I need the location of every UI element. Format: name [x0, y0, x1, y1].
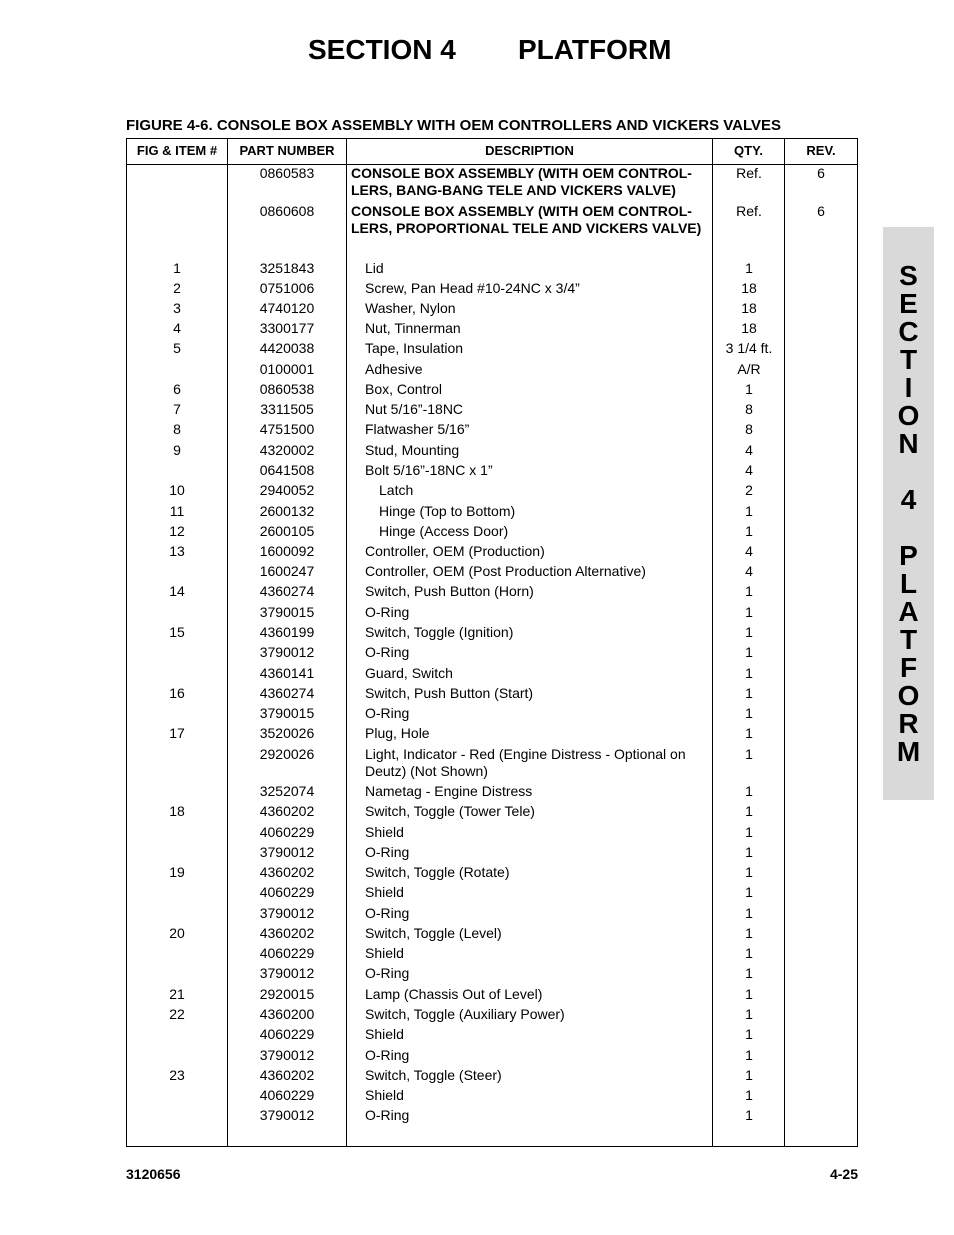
cell-description: [351, 523, 739, 540]
description-line: O-Ring: [365, 905, 410, 921]
cell-part-number: 2600132: [259, 503, 315, 519]
cell-item: 16: [169, 685, 185, 701]
cell-part-number: 4420038: [259, 340, 315, 356]
cell-qty: 1: [745, 905, 753, 921]
description-line: Shield: [365, 945, 404, 961]
cell-part-number: 4360274: [259, 583, 315, 599]
cell-part-number: 4360274: [259, 685, 315, 701]
cell-qty: 1: [745, 624, 753, 640]
side-tab-letter: F: [899, 652, 918, 683]
cell-item: 8: [173, 421, 181, 437]
cell-part-number: 3790015: [259, 705, 315, 721]
cell-part-number: 3300177: [259, 320, 315, 336]
description-line: Switch, Push Button (Horn): [365, 583, 534, 599]
cell-part-number: 3252074: [259, 783, 315, 799]
cell-item: 7: [173, 401, 181, 417]
cell-item: 14: [169, 583, 185, 599]
cell-part-number: 4320002: [259, 442, 315, 458]
cell-item: 9: [173, 442, 181, 458]
cell-item: 4: [173, 320, 181, 336]
cell-qty: 1: [745, 260, 753, 276]
cell-qty: 1: [745, 986, 753, 1002]
cell-item: 2: [173, 280, 181, 296]
cell-part-number: 3790015: [259, 604, 315, 620]
description-line: O-Ring: [365, 1047, 410, 1063]
cell-part-number: 3311505: [260, 401, 314, 417]
description-line: Plug, Hole: [365, 725, 430, 741]
cell-item: 15: [169, 624, 185, 640]
cell-rev: 6: [817, 203, 825, 219]
cell-description: [351, 165, 711, 199]
cell-part-number: 1600092: [259, 543, 315, 559]
cell-part-number: 4360202: [259, 864, 315, 880]
cell-part-number: 4060229: [259, 945, 315, 961]
cell-part-number: 2920015: [259, 986, 315, 1002]
cell-qty: 1: [745, 884, 753, 900]
cell-part-number: 3251843: [259, 260, 315, 276]
description-line: O-Ring: [365, 705, 410, 721]
cell-qty: 4: [745, 543, 753, 559]
description-line: Shield: [365, 1087, 404, 1103]
cell-part-number: 4360200: [259, 1006, 315, 1022]
cell-description: [351, 1047, 725, 1064]
cell-qty: 3 1/4 ft.: [725, 340, 773, 356]
cell-qty: 8: [745, 421, 753, 437]
cell-description: [351, 361, 725, 378]
description-line: Switch, Toggle (Ignition): [365, 624, 514, 640]
cell-description: [351, 884, 725, 901]
cell-qty: 1: [745, 844, 753, 860]
cell-qty: 1: [745, 685, 753, 701]
cell-description: [351, 280, 725, 297]
cell-description: [351, 482, 739, 499]
cell-item: 19: [169, 864, 185, 880]
cell-part-number: 3790012: [259, 965, 315, 981]
cell-qty: 1: [745, 925, 753, 941]
section-label: SECTION 4: [308, 34, 456, 65]
description-line: Tape, Insulation: [365, 340, 464, 356]
cell-description: [351, 945, 725, 962]
cell-description: [351, 1026, 725, 1043]
cell-description: [351, 462, 725, 479]
cell-part-number: 4751500: [259, 421, 315, 437]
cell-description: [351, 401, 725, 418]
description-line: Switch, Push Button (Start): [365, 685, 534, 701]
description-line: Bolt 5/16”-18NC x 1”: [365, 462, 493, 478]
cell-description: [351, 624, 725, 641]
cell-qty: 18: [741, 300, 757, 316]
description-line: Switch, Toggle (Auxiliary Power): [365, 1006, 565, 1022]
cell-part-number: 2920026: [259, 746, 315, 762]
cell-item: 3: [173, 300, 181, 316]
cell-description: [351, 583, 725, 600]
cell-item: 12: [169, 523, 185, 539]
doc-number: 3120656: [126, 1166, 181, 1182]
description-line: CONSOLE BOX ASSEMBLY (WITH OEM CONTROL-: [351, 165, 692, 181]
cell-item: 17: [169, 725, 185, 741]
cell-qty: 1: [745, 783, 753, 799]
table-header: [127, 139, 857, 165]
cell-qty: 1: [745, 965, 753, 981]
cell-qty: 1: [745, 1087, 753, 1103]
description-line: Switch, Toggle (Level): [365, 925, 502, 941]
cell-qty: 1: [745, 1026, 753, 1042]
cell-item: 21: [169, 986, 185, 1002]
cell-part-number: 4360202: [259, 803, 315, 819]
description-line: LERS, PROPORTIONAL TELE AND VICKERS VALVE): [351, 220, 702, 236]
cell-qty: 1: [745, 1047, 753, 1063]
cell-qty: Ref.: [736, 165, 762, 181]
cell-qty: 1: [745, 604, 753, 620]
cell-part-number: 3790012: [259, 644, 315, 660]
description-line: O-Ring: [365, 604, 410, 620]
cell-qty: 1: [745, 864, 753, 880]
side-tab-letter: T: [899, 344, 918, 375]
cell-part-number: 2940052: [259, 482, 315, 498]
description-line: O-Ring: [365, 844, 410, 860]
description-line: Controller, OEM (Production): [365, 543, 545, 559]
cell-description: [351, 543, 725, 560]
page-header: [0, 34, 954, 68]
cell-part-number: 0641508: [259, 462, 315, 478]
cell-item: 13: [169, 543, 185, 559]
cell-description: [351, 340, 725, 357]
cell-item: 18: [169, 803, 185, 819]
cell-part-number: 4060229: [259, 884, 315, 900]
header-item: FIG & ITEM #: [136, 143, 218, 158]
cell-qty: Ref.: [736, 203, 762, 219]
cell-description: [351, 320, 725, 337]
cell-part-number: 4060229: [259, 1026, 315, 1042]
cell-description: [351, 260, 725, 277]
description-line: Hinge (Access Door): [379, 523, 509, 539]
side-tab-letter: R: [898, 708, 919, 739]
cell-qty: 1: [745, 644, 753, 660]
cell-description: [351, 503, 739, 520]
description-line: Flatwasher 5/16”: [365, 421, 470, 437]
cell-qty: 4: [745, 563, 753, 579]
cell-qty: 1: [745, 705, 753, 721]
description-line: Shield: [365, 824, 404, 840]
page-number: 4-25: [829, 1166, 858, 1182]
description-line: Switch, Toggle (Steer): [365, 1067, 502, 1083]
side-tab-letter: C: [898, 316, 919, 347]
cell-description: [351, 442, 725, 459]
description-line: LERS, BANG-BANG TELE AND VICKERS VALVE): [351, 182, 676, 198]
cell-qty: 1: [745, 725, 753, 741]
cell-description: [351, 563, 725, 580]
cell-qty: 2: [745, 482, 753, 498]
side-tab-letter: E: [899, 288, 918, 319]
cell-item: 11: [169, 503, 185, 519]
cell-description: [351, 604, 725, 621]
description-line: Hinge (Top to Bottom): [379, 503, 516, 519]
cell-qty: 1: [745, 583, 753, 599]
cell-qty: 8: [745, 401, 753, 417]
description-line: Nametag - Engine Distress: [365, 783, 533, 799]
cell-part-number: 1600247: [259, 563, 315, 579]
header-part-number: PART NUMBER: [239, 143, 335, 158]
description-line: CONSOLE BOX ASSEMBLY (WITH OEM CONTROL-: [351, 203, 692, 219]
description-line: Box, Control: [365, 381, 443, 397]
description-line: Guard, Switch: [365, 665, 453, 681]
cell-rev: 6: [817, 165, 825, 181]
cell-qty: 1: [745, 1107, 753, 1123]
cell-item: 10: [169, 482, 185, 498]
cell-part-number: 4060229: [259, 1087, 315, 1103]
cell-description: [351, 644, 725, 661]
cell-description: [351, 1006, 725, 1023]
cell-description: [351, 824, 725, 841]
side-tab-letter: P: [899, 540, 918, 571]
cell-qty: 1: [745, 1067, 753, 1083]
cell-description: [351, 986, 725, 1003]
cell-qty: 18: [741, 320, 757, 336]
description-line: Lamp (Chassis Out of Level): [365, 986, 543, 1002]
cell-item: 23: [169, 1067, 185, 1083]
description-line: Shield: [365, 884, 404, 900]
cell-part-number: 0100001: [259, 361, 315, 377]
description-line: Screw, Pan Head #10-24NC x 3/4”: [365, 280, 580, 296]
cell-qty: 4: [745, 442, 753, 458]
description-line: O-Ring: [365, 644, 410, 660]
description-line: Switch, Toggle (Tower Tele): [365, 803, 535, 819]
cell-part-number: 4360202: [259, 1067, 315, 1083]
description-line: Light, Indicator - Red (Engine Distress - Optional on: [365, 746, 686, 762]
cell-part-number: 3790012: [259, 905, 315, 921]
cell-description: [351, 421, 725, 438]
cell-item: 22: [169, 1006, 185, 1022]
description-line: Washer, Nylon: [365, 300, 456, 316]
section-name: PLATFORM: [518, 34, 672, 65]
cell-qty: 1: [745, 381, 753, 397]
description-line: Shield: [365, 1026, 404, 1042]
cell-description: [351, 864, 725, 881]
cell-part-number: 4740120: [259, 300, 315, 316]
cell-description: [351, 381, 725, 398]
description-line: Controller, OEM (Post Production Alternative): [365, 563, 646, 579]
description-line: Nut 5/16”-18NC: [365, 401, 464, 417]
cell-description: [351, 725, 725, 742]
cell-description: [351, 685, 725, 702]
side-tab-letter: S: [899, 260, 918, 291]
cell-qty: 1: [745, 945, 753, 961]
cell-item: 5: [173, 340, 181, 356]
cell-description: [351, 905, 725, 922]
description-line: Lid: [365, 260, 384, 276]
cell-qty: A/R: [737, 361, 761, 377]
cell-qty: 18: [741, 280, 757, 296]
cell-qty: 4: [745, 462, 753, 478]
figure-title: FIGURE 4-6. CONSOLE BOX ASSEMBLY WITH OEM CONTROLLERS AND VICKERS VALVES: [126, 117, 782, 134]
cell-part-number: 0860583: [259, 165, 315, 181]
cell-description: [351, 925, 725, 942]
side-tab-letter: A: [898, 596, 919, 627]
cell-item: 1: [173, 260, 181, 276]
side-tab-letter: 4: [900, 484, 917, 515]
cell-description: [351, 965, 725, 982]
cell-qty: 1: [745, 746, 753, 762]
side-tab-letter: T: [899, 624, 918, 655]
section-side-tab: [883, 227, 934, 800]
side-tab-letter: M: [896, 736, 921, 767]
cell-part-number: 3790012: [259, 1047, 315, 1063]
column-divider: [346, 139, 347, 1146]
cell-description: [351, 665, 725, 682]
cell-part-number: 4360141: [259, 665, 315, 681]
cell-qty: 1: [745, 503, 753, 519]
cell-part-number: 0860538: [259, 381, 315, 397]
description-line: Stud, Mounting: [365, 442, 460, 458]
side-tab-letter: O: [897, 680, 920, 711]
column-divider: [784, 139, 785, 1146]
cell-part-number: 3790012: [259, 844, 315, 860]
cell-part-number: 0860608: [259, 203, 315, 219]
cell-qty: 1: [745, 665, 753, 681]
description-line: Adhesive: [365, 361, 423, 377]
parts-table: [126, 138, 858, 1147]
cell-part-number: 3790012: [259, 1107, 315, 1123]
header-description: DESCRIPTION: [485, 143, 574, 158]
cell-description: [351, 803, 725, 820]
cell-part-number: 3520026: [259, 725, 315, 741]
cell-description: [351, 1067, 725, 1084]
description-line: Deutz) (Not Shown): [365, 763, 488, 779]
cell-qty: 1: [745, 523, 753, 539]
cell-qty: 1: [745, 803, 753, 819]
cell-description: [351, 1087, 725, 1104]
cell-description: [351, 203, 711, 237]
description-line: O-Ring: [365, 965, 410, 981]
cell-part-number: 2600105: [259, 523, 315, 539]
cell-description: [351, 1107, 725, 1124]
header-qty: QTY.: [734, 143, 763, 158]
side-tab-letter: N: [898, 428, 919, 459]
cell-part-number: 4360202: [259, 925, 315, 941]
description-line: Switch, Toggle (Rotate): [365, 864, 510, 880]
side-tab-letter: I: [904, 372, 913, 403]
cell-qty: 1: [745, 1006, 753, 1022]
header-rev: REV.: [806, 143, 836, 158]
cell-description: [351, 300, 725, 317]
cell-description: [351, 705, 725, 722]
cell-part-number: 4360199: [259, 624, 315, 640]
cell-part-number: 0751006: [259, 280, 315, 296]
cell-part-number: 4060229: [259, 824, 315, 840]
cell-qty: 1: [745, 824, 753, 840]
description-line: O-Ring: [365, 1107, 410, 1123]
cell-item: 20: [169, 925, 185, 941]
description-line: Nut, Tinnerman: [365, 320, 461, 336]
cell-description: [351, 844, 725, 861]
description-line: Latch: [379, 482, 414, 498]
cell-item: 6: [173, 381, 181, 397]
side-tab-letter: O: [897, 400, 920, 431]
cell-description: [351, 746, 725, 780]
cell-description: [351, 783, 725, 800]
side-tab-letter: L: [899, 568, 918, 599]
